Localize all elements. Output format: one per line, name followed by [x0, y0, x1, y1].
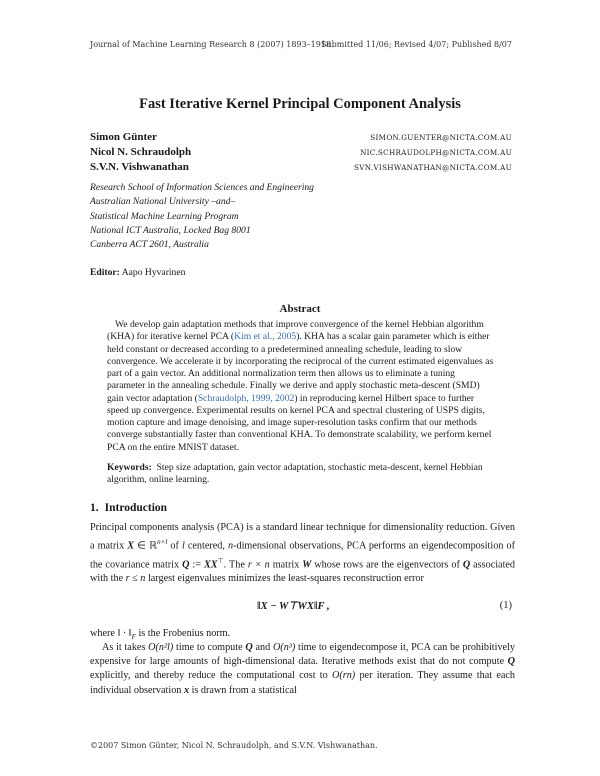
math-symbol: Q	[245, 642, 253, 653]
abstract-span: ) in reproducing kernel Hilbert space to further speed up convergence. Experimental results on kernel PCA and spectral clustering of USPS digits, motion capture and image denoising, and image super-resolution tasks confirm that our methods converge substantially faster than conventional KHA. To demonstrate scalability, we perform kernel PCA on the entire MNIST dataset.	[107, 392, 492, 453]
text-span: associated with the	[90, 559, 516, 585]
text-span: is the Frobenius norm.	[135, 628, 231, 639]
editor-label: Editor:	[90, 267, 120, 278]
text-span: As it takes	[102, 642, 149, 653]
math-symbol: X	[127, 540, 135, 552]
editor-name: Aapo Hyvarinen	[121, 267, 186, 278]
equation-expression: ‖X − W⊤WX‖F ,	[257, 601, 330, 612]
text-span: is drawn from a statistical	[189, 684, 297, 696]
math-symbol: Q	[507, 656, 515, 668]
paper-title: Fast Iterative Kernel Principal Component Analysis	[139, 96, 461, 112]
text-span: time to eigendecompose it, PCA can be prohibitively expensive for large amounts of high-dimensional data. Iterative methods exist that do not compute	[90, 642, 515, 668]
submission-dates: Submitted 11/06; Revised 4/07; Published 8/07	[321, 40, 512, 49]
editor-line	[90, 267, 185, 278]
citation-link[interactable]: Schraudolph, 1999, 2002	[197, 392, 295, 404]
text-span: Principal components analysis (PCA) is a standard linear technique for dimensionality reduction. Given a matrix	[90, 522, 515, 552]
math-symbol: Q	[462, 559, 471, 571]
citation-link[interactable]: Kim et al., 2005	[234, 331, 297, 343]
author-name: Simon Günter	[90, 131, 157, 143]
math-symbol: r ≤ n	[125, 573, 146, 585]
text-span: time to compute	[173, 642, 246, 653]
text-span: . The	[223, 559, 248, 571]
text-span: centered,	[184, 540, 229, 552]
math-symbol: XX	[203, 559, 218, 571]
journal-header: Journal of Machine Learning Research 8 (2007) 1893–1918	[90, 40, 331, 49]
abstract-span: We develop gain adaptation methods that improve convergence of the kernel Hebbian algorithm (KHA) for iterative kernel PCA (	[107, 319, 484, 343]
copyright-footer: ©2007 Simon Günter, Nicol N. Schraudolph, and S.V.N. Vishwanathan.	[90, 741, 378, 750]
math-symbol: O(n²l)	[148, 642, 174, 653]
text-span: whose rows are the eigenvectors of	[311, 559, 463, 571]
math-symbol: ⊤	[217, 556, 224, 565]
affiliation-line: National ICT Australia, Locked Bag 8001	[90, 224, 251, 236]
section-heading	[90, 502, 167, 514]
keywords	[107, 462, 494, 487]
equation-number: (1)	[499, 600, 512, 611]
math-symbol: O(rn)	[331, 670, 356, 682]
author-email: NIC.SCHRAUDOLPH@NICTA.COM.AU	[360, 148, 512, 157]
author-name: S.V.N. Vishwanathan	[90, 161, 189, 173]
abstract-text	[107, 319, 494, 454]
section-title: Introduction	[104, 502, 168, 514]
text-span: per iteration. They assume that each individual observation	[90, 670, 515, 696]
affiliation-line: Canberra ACT 2601, Australia	[90, 239, 209, 251]
author-email: SVN.VISHWANATHAN@NICTA.COM.AU	[354, 163, 512, 172]
text-span: :=	[189, 559, 204, 571]
affiliation-line: Research School of Information Sciences and Engineering	[90, 182, 314, 193]
text-span: largest eigenvalues minimizes the least-squares reconstruction error	[145, 573, 424, 585]
text-span: ∈ ℝ	[134, 540, 158, 552]
intro-paragraph	[90, 521, 515, 587]
math-symbol: n×l	[157, 538, 168, 547]
math-symbol: x	[183, 684, 190, 696]
text-span: matrix	[269, 559, 303, 571]
intro-paragraph	[90, 641, 515, 698]
math-symbol: F	[131, 633, 136, 642]
author-email: SIMON.GUENTER@NICTA.COM.AU	[370, 133, 512, 142]
abstract-heading: Abstract	[279, 303, 321, 315]
affiliation-line: Statistical Machine Learning Program	[90, 210, 239, 222]
math-symbol: Q	[182, 559, 190, 571]
text-span: where ‖ · ‖	[90, 628, 132, 639]
text-span: and	[252, 642, 273, 653]
keywords-label: Keywords:	[107, 462, 152, 473]
math-symbol: r × n	[247, 559, 270, 571]
affiliation-block	[90, 181, 314, 252]
text-span: explicitly, and thereby reduce the computational cost to	[90, 670, 332, 682]
keywords-list: Step size adaptation, gain vector adaptation, stochastic meta-descent, kernel Hebbian algorithm, online learning.	[107, 462, 483, 486]
section-number: 1.	[90, 502, 99, 514]
affiliation-line: Australian National University –and–	[90, 196, 236, 208]
author-name: Nicol N. Schraudolph	[90, 146, 192, 158]
text-span: -dimensional observations, PCA performs an eigendecomposition of the covariance matrix	[90, 540, 515, 571]
math-symbol: n	[228, 540, 234, 552]
math-symbol: l	[181, 540, 185, 552]
math-symbol: W	[302, 559, 312, 571]
math-symbol: O(n³)	[272, 642, 296, 653]
abstract-span: ). KHA has a scalar gain parameter which is either held constant or decreased according to a predetermined annealing schedule, leading to slow convergence. We accelerate it by incorporating the reciprocal of the current estimated eigenvalues as part of a gain vector. An additional normalization term then allows us to eliminate a tuning parameter in the annealing schedule. Finally we derive and apply stochastic meta-descent (SMD) gain vector adaptation (	[107, 331, 494, 404]
text-span: of	[167, 540, 182, 552]
